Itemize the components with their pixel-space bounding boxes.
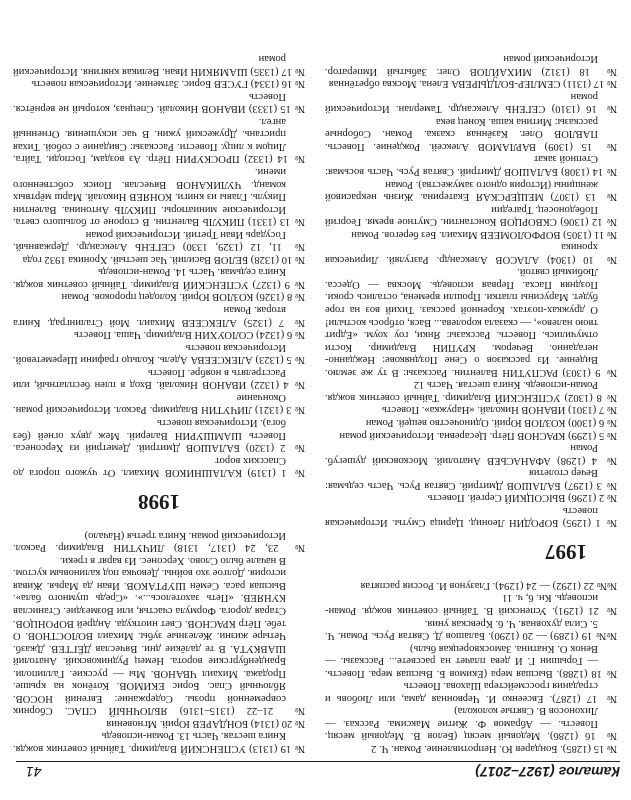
catalog-title: Каталог (1927–2017) <box>475 764 620 780</box>
catalog-entry: № 5 (1323) АЛЕКСЕЕВА Адель. Кольцо графини Шереметевой. Историческая повесть <box>13 341 305 366</box>
catalog-entry: № 17 (1335) ШАМЯКИН Иван. Великая княгиня. Исторический роман <box>13 53 305 77</box>
page-number: 41 <box>26 764 42 780</box>
catalog-entry: № 3 (1321) ЛИЧУТИН Владимир. Раскол. Исторический роман. Окончание <box>13 391 305 416</box>
catalog-entry: № 1 (1295) БОРОДИН Леонид. Царица Смуты. Историческая повесть <box>325 504 617 529</box>
catalog-entry: № 21 (1291). Успенский В. Тайный советник вождя. Роман-исповедь. Кн. 6, ч. 11 <box>325 592 617 616</box>
catalog-entry: № 17 (1287). Евсеенко И. Червонная дама, или Любовь и страдания гроссмейстера Шахова. Повесть <box>325 680 617 704</box>
catalog-entry: № 17 (1311) СЕМЛЕР-БОЛДЫРЕВА Елена. Москва обретённая <box>328 78 617 90</box>
catalog-entry: № 13 (1331) ПИКУЛЬ Валентин. В стороне от большого света. Исторические миниатюры. ПИКУЛЬ Антонина. Валентин Пикуль. Главы из книги. КОНЯЕВ Николай. Марш мёртвых команд. ЧУЛИКАНОВ Вячеслав. Поиск собственного имени. <box>13 166 305 228</box>
catalog-entry: № 18 (1312) МИХАЙЛОВ Олег. Забытый Император. Исторический роман <box>325 53 617 77</box>
catalog-entry: № 10 (1304) АЛАСОВ Александр. Разгуляй. Лирическая хроника <box>325 241 617 265</box>
catalog-entry: № 11 (1305) ВОРФОЛОМЕЕВ Михаил. Без берегов. Роман <box>351 228 617 240</box>
catalog-entry: № 6 (1300) КОЗЛОВ Юрий. Одиночество вещей. Роман <box>365 416 617 428</box>
catalog-entry: № 10 (1328) БЕЛОВ Василий. Час шестый. Хроника 1932 года <box>22 253 305 265</box>
catalog-entry: №№ 19 (1289) — 20 (1290). Балашов Д. Святая Русь. Роман. Ч. 5. Сила духовная. Ч. 6. Кревская уния. <box>325 617 617 642</box>
catalog-entry: № 14 (1308) БАЛАШОВ Дмитрий. Святая Русь. Часть восьмая: Степной закат <box>325 153 617 178</box>
catalog-entry: № 8 (1326) КОЗЛОВ Юрий. Колодец пророков. Роман <box>61 291 305 303</box>
catalog-entry: № 2 (1296) ВЫСОЦКИЙ Сергей. Повесть <box>427 492 617 504</box>
catalog-entry: № 23, 24 (1317, 1318) ЛИЧУТИН Владимир. Раскол. Исторический роман. Книга третья (Начало) <box>13 529 305 554</box>
catalog-entry: № 12 (1306) СКВОРЦОВ Константин. Смутное время. Георгий Победоносец. Трагедии <box>325 203 617 228</box>
catalog-entry: № 21–22 (1315–1316) ЯБЛОЧНЫЙ СПАС. Сборник современной прозы. Содержание: Евгений НОСОВ. Яблочный Спас. Борис ЕКИМОВ. Котёнок на крыше. Продажа. Михаил ЧВАНОВ. Мы — русские. Галлиполи. Бранденбургские ворота. Немец Рудниковский. Анатолий ШАВКУТА. В те далёкие дни. Вячеслав ДЁГТЕВ. Джазб. Четыре жизни. Железные зубы. Михаил ВОЛОСТНОВ. О тебе. Пётр КРАСНОВ. Свет ниоткуда. Андрей ВОРОНЦОВ. Старая дорога. Формула счастья, или Возмездие. Станислав КУНЯЕВ. «Петь захотелось...». «Средь шумного бала». Высшая раса. Семён ШУРТАКОВ. Иван да Марья. Живая история. Долгое эхо войны. Девочка под калиновым кустом. В начале было Слово. Херсонес. Из варяг в греки. <box>13 554 305 717</box>
entries-1997 <box>325 52 617 529</box>
right-column <box>13 52 305 754</box>
catalog-entry: № 16 (1286). Медовый месяц (Белов В. Медовый месяц. Повесть. — Абрамов Ф. Житие Максима. Рассказ. — Лихоносов В. Святые колокола) <box>325 705 617 742</box>
catalog-entry: № 19 (1313) УСПЕНСКИЙ Владимир. Тайный советник вождя. Книга шестая. Часть 13. Роман-исповедь <box>13 730 305 754</box>
catalog-entry: № 14 (1332) ПРОСКУРИН Пётр. Аз воздам, Господи. Тайга. Лицом к лицу. Повести. Рассказы: Свидание с собой. Тихая пристань. Дружеский ужин. В час искушения. Огненный ангел. <box>13 115 305 165</box>
catalog-entry: № 20 (1314) БОНДАРЕВ Юрий. Мгновения <box>106 717 305 729</box>
catalog-entry: № 15 (1285). Бондарев Ю. Непротивление. Роман. Ч. 2 <box>371 743 617 754</box>
catalog-entry: № 15 (1309) ВАРЛАМОВ Алексей. Рождение. Повесть. ПАВЛОВ Олег. Казённая сказка. Роман. Соборные рассказы: Митина каша. Конец века <box>325 115 617 152</box>
catalog-entry: № 9 (1303) РАСПУТИН Валентин. Рассказы: В ту же землю. Видение. Из рассказов о Сене Позднякове: Нежданно-негаданно. Вечером. КРУПИН Владимир. Кости отмучились. Повесть. Рассказы: Янки, гоу хоум. «Едрит твою налево», — сказала королева... Вася, отбрось костыли! О дружках-поэтах. Коренной рассказ. Тихий воз на горе будет. Марусины платки. Прошли времена, остались сроки. Поздняя Пасха. Первая исповедь. Москва — Одесса. Любимый святой. <box>325 266 617 378</box>
catalog-entry: № 11, 12 (1329, 1330) СЕГЕНЬ Александр. Державный. Государь Иван Третий. Исторический роман <box>13 228 305 253</box>
catalog-entry: № 16 (1310) СЕГЕНЬ Александр. Тамерлан. Исторический роман <box>325 90 617 115</box>
catalog-entry: № 3 (1297) БАЛАШОВ Дмитрий. Святая Русь. Часть седьмая: Вечер столетия <box>325 467 617 491</box>
catalog-entry: № 16 (1334) ГУСЕВ Борис. Затмение. Историческая повесть <box>31 78 305 90</box>
catalog-entry: № 5 (1299) КРАСНОВ Пётр. Цесаревна. Исторический роман <box>339 429 617 441</box>
catalog-entry: № 13 (1307) МЕЩЕРСКАЯ Екатерина. Жизнь некрасивой женщины (История одного замужества). Роман <box>325 178 617 203</box>
running-header <box>16 761 620 780</box>
catalog-entry: № 15 (1333) ИВАНОВ Николай. Спецназ, который не вернётся. Повесть <box>13 90 305 115</box>
entries-1996 <box>325 578 617 754</box>
catalog-entry: № 18 (1288). Высшая мера (Екимов Б. Высшая мера. Повесть. — Горышин Г. И дева плачет на рассвете... Рассказы. — Венок О. Кнатина. Замоскворецкая быль) <box>325 642 617 679</box>
year-heading-1997: 1997 <box>545 540 587 565</box>
left-column <box>325 52 617 754</box>
catalog-entry: № 2 (1320) БАЛАШОВ Дмитрий. Деметрий из Херсонеса. Повесть ШАМШУРИН Валерий. Меж двух огней (без бога). Историческая повесть <box>13 416 305 454</box>
catalog-entry: № 7 (1325) АЛЕКСЕЕВ Михаил. Мой Сталинград. Книга вторая. Роман <box>13 304 305 328</box>
catalog-entry: № 4 (1298) АФАНАСЬЕВ Анатолий. Московский душегуб. Роман <box>325 442 617 466</box>
catalog-entry: № 8 (1302) УСПЕНСКИЙ Владимир. Тайный советник вождя. Роман-исповедь. Книга шестая. Часть 12 <box>325 379 617 403</box>
catalog-entry: № 4 (1322) ИВАНОВ Николай. Вход в плен бесплатный, или Расстрелять в ноябре. Повесть <box>13 366 305 391</box>
entries-1997-cont <box>13 528 305 754</box>
entries-1998 <box>13 52 305 479</box>
catalog-entry: № 1 (1319) КАЛАШНИКОВ Михаил. От чужого порога до Спасских ворот <box>13 454 305 479</box>
catalog-entry: № 9 (1327) УСПЕНСКИЙ Владимир. Тайный советник вождя. Книга седьмая. Часть 14. Роман-исповедь <box>13 266 305 290</box>
year-heading-1998: 1998 <box>138 490 180 515</box>
catalog-entry: № 6 (1324) СОЛОУХИН Владимир. Чаша. Повесть <box>74 329 305 341</box>
catalog-entry: №№ 22 (1292) — 24 (1294). Глазунов И. Россия распятая <box>360 579 617 591</box>
catalog-entry: № 7 (1301) ИВАНОВ Николай. «Наружка». Повесть <box>382 404 617 416</box>
